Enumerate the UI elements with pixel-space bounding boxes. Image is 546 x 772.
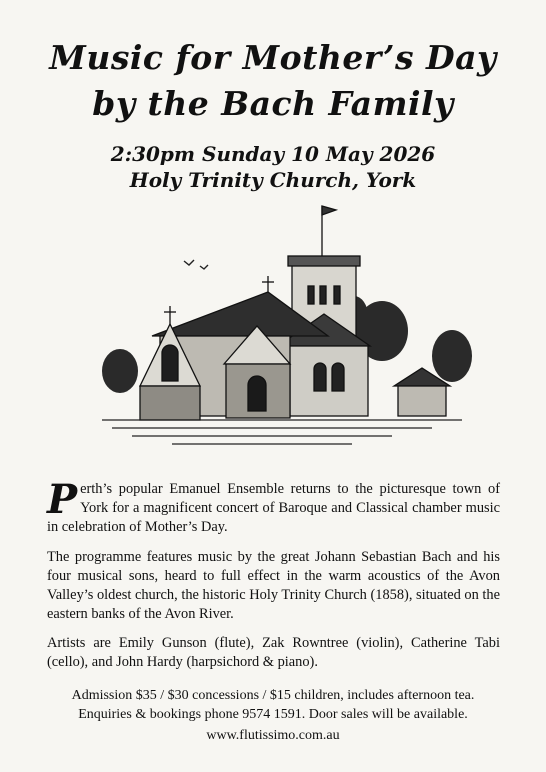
drop-cap: P <box>47 476 78 523</box>
artists-paragraph: Artists are Emily Gunson (flute), Zak Rowntree (violin), Catherine Tabi (cello), and John Hardy (harpsichord & piano). <box>47 635 500 670</box>
enquiries-info: Enquiries & bookings phone 9574 1591. Door sales will be available. <box>78 707 468 722</box>
website-link[interactable]: www.flutissimo.com.au <box>206 728 340 743</box>
intro-paragraph <box>47 476 500 537</box>
concert-datetime: 2:30pm Sunday 10 May 2026 <box>110 142 436 166</box>
ground <box>102 420 462 444</box>
concert-venue: Holy Trinity Church, York <box>129 168 417 192</box>
church-building <box>140 206 450 420</box>
intro-text: erth’s popular Emanuel Ensemble returns to the picturesque town of York for a magnificent concert of Baroque and Classical chamber music in celebration of Mother’s Day. <box>47 481 500 535</box>
flyer-title-line-1: Music for Mother’s Day <box>49 38 497 77</box>
flyer-title-line-2: by the Bach Family <box>92 84 454 123</box>
programme-paragraph: The programme features music by the great Johann Sebastian Bach and his four musical sons, heard to full effect in the warm acoustics of the Avon Valley’s oldest church, the historic Holy Trinity Church (1858), situated on the eastern banks of the Avon River. <box>47 549 500 622</box>
admission-info: Admission $35 / $30 concessions / $15 children, includes afternoon tea. <box>71 688 475 703</box>
church-illustration <box>92 196 472 458</box>
birds <box>184 260 208 269</box>
